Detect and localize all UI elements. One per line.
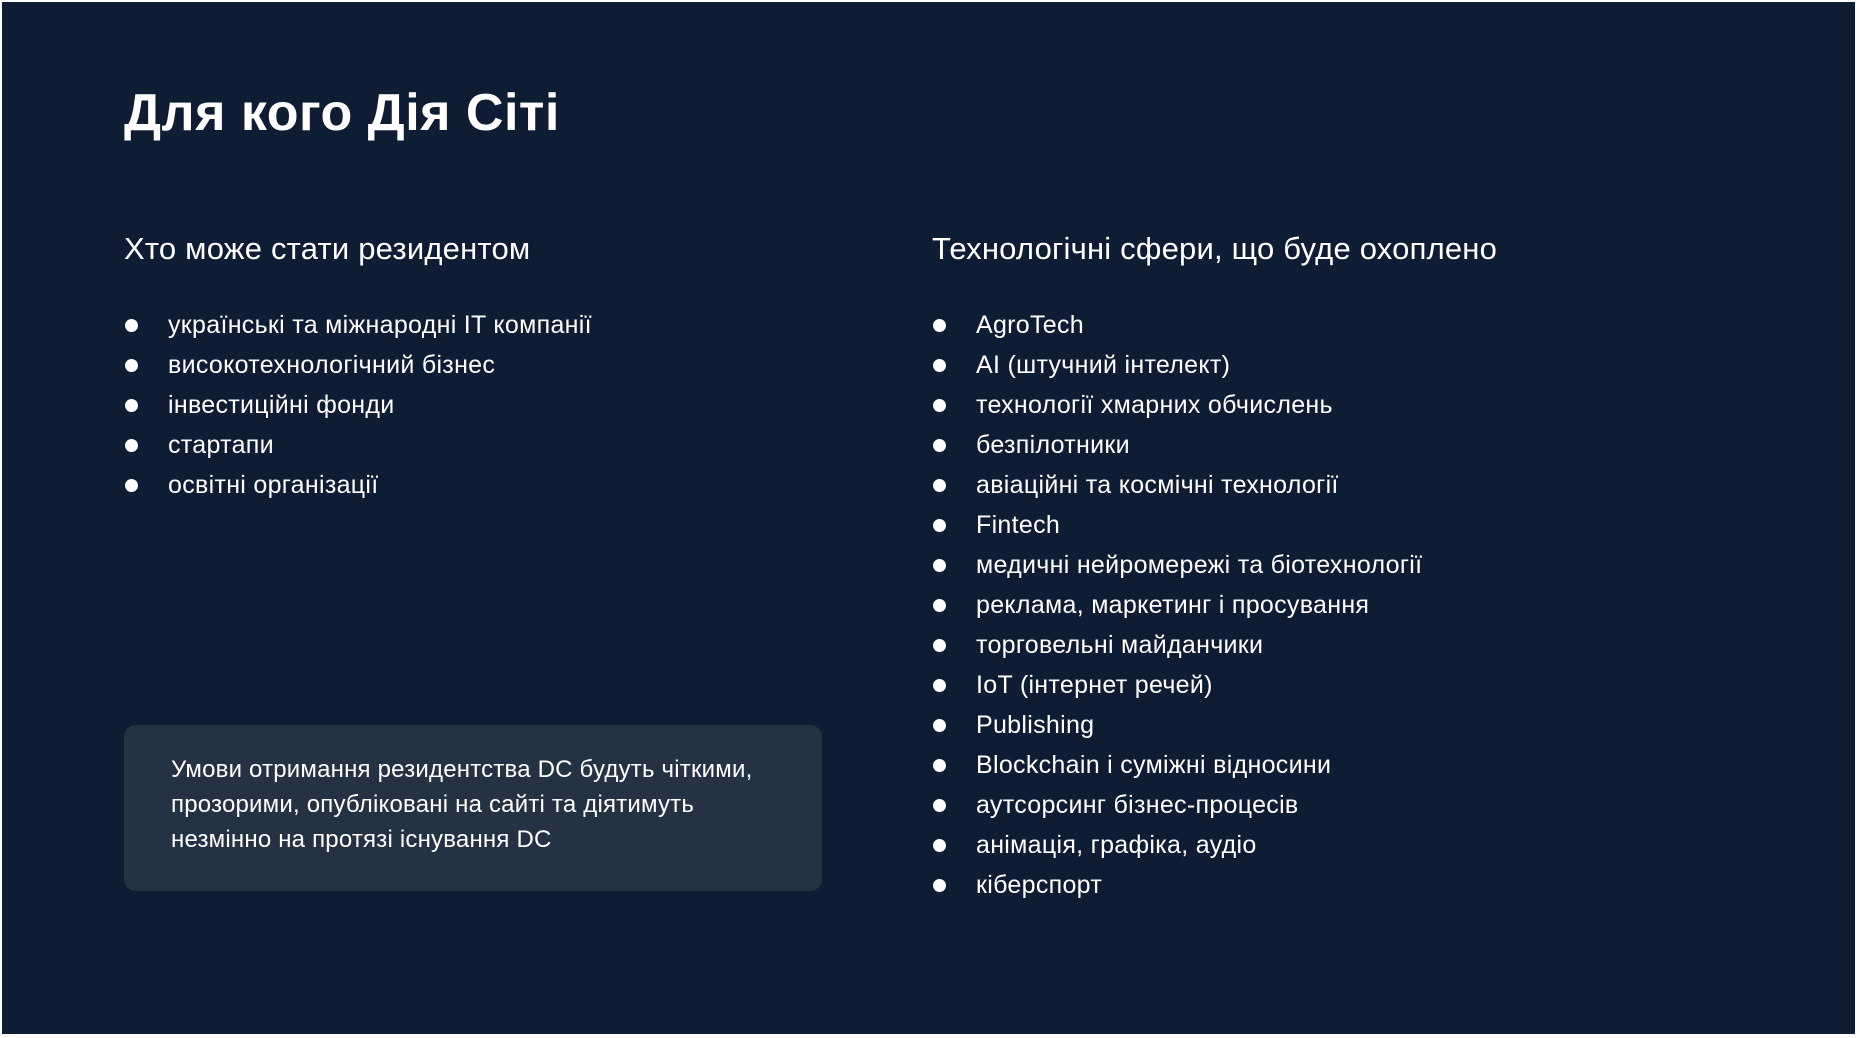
- list-item-label: високотехнологічний бізнес: [168, 351, 496, 379]
- list-item: [124, 305, 844, 345]
- list-item: [932, 505, 1812, 545]
- list-item: [932, 865, 1812, 905]
- list-item: [932, 625, 1812, 665]
- tech-areas-heading: Технологічні сфери, що буде охоплено: [932, 231, 1498, 266]
- list-item-label: технології хмарних обчислень: [976, 391, 1333, 419]
- list-item-label: авіаційні та космічні технології: [976, 471, 1339, 499]
- list-item-label: торговельні майданчики: [976, 631, 1264, 659]
- bullet-icon: [933, 319, 946, 332]
- slide-title: Для кого Дія Сіті: [124, 84, 560, 142]
- list-item: [932, 825, 1812, 865]
- list-item-label: освітні організації: [168, 471, 379, 499]
- list-item-label: AgroTech: [976, 311, 1085, 339]
- list-item: [932, 585, 1812, 625]
- bullet-icon: [933, 719, 946, 732]
- list-item: [932, 465, 1812, 505]
- list-item: [932, 745, 1812, 785]
- list-item-label: Blockchain і суміжні відносини: [976, 751, 1332, 779]
- list-item: [124, 465, 844, 505]
- bullet-icon: [933, 399, 946, 412]
- residents-list: [124, 305, 844, 505]
- list-item-label: стартапи: [168, 431, 274, 459]
- list-item: [932, 665, 1812, 705]
- residents-heading: Хто може стати резидентом: [124, 231, 531, 266]
- bullet-icon: [933, 879, 946, 892]
- list-item-label: українські та міжнародні IT компанії: [168, 311, 592, 339]
- list-item-label: IoT (інтернет речей): [976, 671, 1213, 699]
- bullet-icon: [933, 679, 946, 692]
- bullet-icon: [933, 359, 946, 372]
- slide: [2, 2, 1855, 1034]
- residency-conditions-box: [124, 725, 822, 891]
- bullet-icon: [933, 839, 946, 852]
- list-item-label: кіберспорт: [976, 871, 1103, 899]
- bullet-icon: [125, 399, 138, 412]
- bullet-icon: [933, 559, 946, 572]
- bullet-icon: [125, 439, 138, 452]
- list-item-label: інвестиційні фонди: [168, 391, 395, 419]
- list-item-label: медичні нейромережі та біотехнології: [976, 551, 1423, 579]
- bullet-icon: [933, 639, 946, 652]
- list-item: [932, 785, 1812, 825]
- list-item: [932, 345, 1812, 385]
- bullet-icon: [933, 519, 946, 532]
- tech-areas-list: [932, 305, 1812, 905]
- list-item: [932, 305, 1812, 345]
- bullet-icon: [125, 479, 138, 492]
- list-item: [124, 345, 844, 385]
- list-item: [932, 705, 1812, 745]
- list-item: [124, 425, 844, 465]
- bullet-icon: [125, 359, 138, 372]
- list-item: [932, 385, 1812, 425]
- list-item-label: безпілотники: [976, 431, 1130, 459]
- list-item-label: анімація, графіка, аудіо: [976, 831, 1257, 859]
- residency-conditions-text: Умови отримання резидентства DC будуть чіткими, прозорими, опубліковані на сайті та діятимуть незмінно на протязі існування DC: [171, 756, 753, 853]
- bullet-icon: [933, 479, 946, 492]
- list-item: [932, 425, 1812, 465]
- list-item-label: аутсорсинг бізнес-процесів: [976, 791, 1299, 819]
- list-item-label: Fintech: [976, 511, 1061, 539]
- bullet-icon: [933, 799, 946, 812]
- bullet-icon: [933, 599, 946, 612]
- bullet-icon: [125, 319, 138, 332]
- bullet-icon: [933, 439, 946, 452]
- list-item: [932, 545, 1812, 585]
- list-item-label: AI (штучний інтелект): [976, 351, 1231, 379]
- list-item-label: реклама, маркетинг і просування: [976, 591, 1370, 619]
- list-item: [124, 385, 844, 425]
- bullet-icon: [933, 759, 946, 772]
- list-item-label: Publishing: [976, 711, 1095, 739]
